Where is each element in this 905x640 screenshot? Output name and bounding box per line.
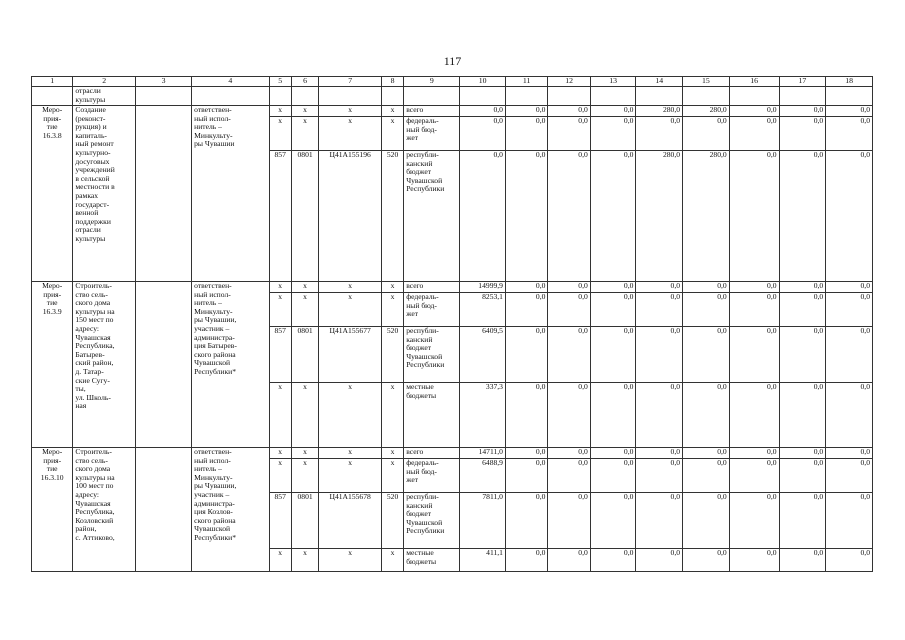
amount-cell: 0,0 bbox=[636, 459, 683, 493]
amount-cell: 0,0 bbox=[505, 282, 547, 293]
amount-cell: 0,0 bbox=[505, 293, 547, 327]
expense-type-code: x bbox=[381, 549, 403, 572]
amount-cell: 14711,0 bbox=[460, 448, 506, 459]
amount-cell: 0,0 bbox=[590, 151, 636, 282]
section-code: 0801 bbox=[291, 151, 319, 282]
grbs-code: x bbox=[269, 293, 291, 327]
target-article-code: x bbox=[319, 293, 382, 327]
amount-cell: 0,0 bbox=[729, 383, 779, 448]
page-number: 117 bbox=[443, 54, 462, 68]
empty-cell bbox=[636, 87, 683, 106]
amount-cell: 0,0 bbox=[729, 151, 779, 282]
column-number: 4 bbox=[192, 77, 269, 87]
target-article-code: x bbox=[319, 448, 382, 459]
amount-cell: 0,0 bbox=[505, 106, 547, 117]
empty-cell bbox=[590, 87, 636, 106]
section-code: x bbox=[291, 549, 319, 572]
amount-cell: 0,0 bbox=[590, 459, 636, 493]
amount-cell: 0,0 bbox=[779, 549, 826, 572]
funding-source: республи- канский бюджет Чувашской Республики bbox=[404, 151, 460, 282]
amount-cell: 0,0 bbox=[505, 459, 547, 493]
column-number: 17 bbox=[779, 77, 826, 87]
section-code: x bbox=[291, 383, 319, 448]
target-article-code: x bbox=[319, 383, 382, 448]
empty-cell bbox=[192, 87, 269, 106]
funding-source: местные бюджеты bbox=[404, 549, 460, 572]
amount-cell: 0,0 bbox=[826, 459, 873, 493]
amount-cell: 0,0 bbox=[779, 493, 826, 549]
amount-cell: 0,0 bbox=[779, 117, 826, 151]
measure-name: Создание (реконст- рукция) и капиталь- ный ремонт культурно- досуговых учреждений в сельской местности в рамках государст- венной поддержки отрасли культуры bbox=[73, 106, 136, 282]
amount-cell: 280,0 bbox=[636, 151, 683, 282]
amount-cell: 0,0 bbox=[729, 293, 779, 327]
column-number: 9 bbox=[404, 77, 460, 87]
column-number: 15 bbox=[683, 77, 730, 87]
empty-cell bbox=[135, 448, 191, 572]
amount-cell: 0,0 bbox=[636, 549, 683, 572]
column-number: 13 bbox=[590, 77, 636, 87]
amount-cell: 0,0 bbox=[636, 327, 683, 383]
amount-cell: 0,0 bbox=[548, 106, 590, 117]
amount-cell: 0,0 bbox=[505, 448, 547, 459]
amount-cell: 0,0 bbox=[548, 151, 590, 282]
amount-cell: 0,0 bbox=[548, 282, 590, 293]
amount-cell: 0,0 bbox=[779, 383, 826, 448]
amount-cell: 0,0 bbox=[548, 549, 590, 572]
amount-cell: 0,0 bbox=[683, 448, 730, 459]
grbs-code: x bbox=[269, 459, 291, 493]
grbs-code: x bbox=[269, 106, 291, 117]
measure-name: Строитель- ство сель- ского дома культуры на 100 мест по адресу: Чувашская Республика, Козловский район, с. Аттиково, bbox=[73, 448, 136, 572]
empty-cell bbox=[826, 87, 873, 106]
grbs-code: x bbox=[269, 282, 291, 293]
amount-cell: 0,0 bbox=[460, 106, 506, 117]
amount-cell: 7811,0 bbox=[460, 493, 506, 549]
amount-cell: 0,0 bbox=[590, 448, 636, 459]
column-number: 14 bbox=[636, 77, 683, 87]
section-code: 0801 bbox=[291, 493, 319, 549]
grbs-code: x bbox=[269, 549, 291, 572]
funding-source: всего bbox=[404, 282, 460, 293]
column-number: 10 bbox=[460, 77, 506, 87]
amount-cell: 0,0 bbox=[826, 282, 873, 293]
amount-cell: 0,0 bbox=[683, 493, 730, 549]
label-cell bbox=[32, 87, 73, 106]
amount-cell: 0,0 bbox=[826, 448, 873, 459]
amount-cell: 0,0 bbox=[636, 448, 683, 459]
amount-cell: 0,0 bbox=[729, 327, 779, 383]
column-number: 16 bbox=[729, 77, 779, 87]
funding-source: федераль- ный бюд- жет bbox=[404, 117, 460, 151]
empty-cell bbox=[548, 87, 590, 106]
amount-cell: 0,0 bbox=[548, 327, 590, 383]
budget-table bbox=[31, 76, 873, 572]
amount-cell: 0,0 bbox=[729, 459, 779, 493]
amount-cell: 0,0 bbox=[548, 493, 590, 549]
amount-cell: 280,0 bbox=[683, 151, 730, 282]
expense-type-code: 520 bbox=[381, 327, 403, 383]
amount-cell: 0,0 bbox=[779, 448, 826, 459]
amount-cell: 0,0 bbox=[590, 282, 636, 293]
target-article-code: Ц41А155196 bbox=[319, 151, 382, 282]
amount-cell: 0,0 bbox=[590, 106, 636, 117]
empty-cell bbox=[381, 87, 403, 106]
empty-cell bbox=[460, 87, 506, 106]
amount-cell: 0,0 bbox=[826, 549, 873, 572]
target-article-code: x bbox=[319, 282, 382, 293]
amount-cell: 0,0 bbox=[548, 448, 590, 459]
amount-cell: 0,0 bbox=[779, 106, 826, 117]
column-number: 3 bbox=[135, 77, 191, 87]
expense-type-code: x bbox=[381, 448, 403, 459]
amount-cell: 0,0 bbox=[636, 383, 683, 448]
target-article-code: Ц41А155678 bbox=[319, 493, 382, 549]
amount-cell: 0,0 bbox=[548, 117, 590, 151]
amount-cell: 0,0 bbox=[636, 117, 683, 151]
amount-cell: 280,0 bbox=[683, 106, 730, 117]
amount-cell: 0,0 bbox=[505, 117, 547, 151]
section-code: x bbox=[291, 282, 319, 293]
amount-cell: 337,3 bbox=[460, 383, 506, 448]
funding-source: всего bbox=[404, 106, 460, 117]
amount-cell: 0,0 bbox=[548, 383, 590, 448]
column-number: 5 bbox=[269, 77, 291, 87]
table-body bbox=[32, 77, 873, 572]
expense-type-code: x bbox=[381, 106, 403, 117]
amount-cell: 0,0 bbox=[636, 282, 683, 293]
amount-cell: 0,0 bbox=[683, 293, 730, 327]
expense-type-code: x bbox=[381, 383, 403, 448]
expense-type-code: x bbox=[381, 293, 403, 327]
expense-type-code: x bbox=[381, 117, 403, 151]
target-article-code: x bbox=[319, 459, 382, 493]
measure-label: Меро- прия- тие 16.3.10 bbox=[32, 448, 73, 572]
responsible-executor: ответствен- ный испол- нитель – Минкульту- ры Чувашии, участник – администра- ция Козлов- ского района Чувашской Республики* bbox=[192, 448, 269, 572]
table-row bbox=[32, 106, 873, 117]
amount-cell: 0,0 bbox=[590, 383, 636, 448]
amount-cell: 0,0 bbox=[779, 327, 826, 383]
amount-cell: 0,0 bbox=[548, 459, 590, 493]
amount-cell: 0,0 bbox=[683, 327, 730, 383]
funding-source: республи- канский бюджет Чувашской Республики bbox=[404, 327, 460, 383]
amount-cell: 0,0 bbox=[729, 106, 779, 117]
amount-cell: 0,0 bbox=[826, 493, 873, 549]
amount-cell: 0,0 bbox=[683, 549, 730, 572]
amount-cell: 0,0 bbox=[505, 151, 547, 282]
column-number: 8 bbox=[381, 77, 403, 87]
amount-cell: 0,0 bbox=[683, 282, 730, 293]
amount-cell: 0,0 bbox=[729, 117, 779, 151]
funding-source: республи- канский бюджет Чувашской Республики bbox=[404, 493, 460, 549]
column-number: 12 bbox=[548, 77, 590, 87]
amount-cell: 0,0 bbox=[683, 459, 730, 493]
table-row bbox=[32, 448, 873, 459]
amount-cell: 6488,9 bbox=[460, 459, 506, 493]
grbs-code: x bbox=[269, 117, 291, 151]
empty-cell bbox=[729, 87, 779, 106]
amount-cell: 0,0 bbox=[779, 282, 826, 293]
amount-cell: 0,0 bbox=[826, 383, 873, 448]
amount-cell: 280,0 bbox=[636, 106, 683, 117]
expense-type-code: x bbox=[381, 459, 403, 493]
table-row bbox=[32, 282, 873, 293]
empty-cell bbox=[291, 87, 319, 106]
empty-cell bbox=[319, 87, 382, 106]
amount-cell: 0,0 bbox=[460, 151, 506, 282]
continuation-row bbox=[32, 87, 873, 106]
empty-cell bbox=[269, 87, 291, 106]
target-article-code: x bbox=[319, 106, 382, 117]
amount-cell: 0,0 bbox=[826, 293, 873, 327]
funding-source: всего bbox=[404, 448, 460, 459]
expense-type-code: 520 bbox=[381, 151, 403, 282]
amount-cell: 0,0 bbox=[505, 327, 547, 383]
empty-cell bbox=[135, 87, 191, 106]
measure-label: Меро- прия- тие 16.3.8 bbox=[32, 106, 73, 282]
funding-source: федераль- ный бюд- жет bbox=[404, 293, 460, 327]
amount-cell: 0,0 bbox=[590, 327, 636, 383]
amount-cell: 0,0 bbox=[826, 151, 873, 282]
amount-cell: 0,0 bbox=[636, 293, 683, 327]
measure-name: отрасли культуры bbox=[73, 87, 136, 106]
section-code: x bbox=[291, 459, 319, 493]
column-number: 6 bbox=[291, 77, 319, 87]
amount-cell: 0,0 bbox=[683, 383, 730, 448]
column-number: 7 bbox=[319, 77, 382, 87]
amount-cell: 0,0 bbox=[460, 117, 506, 151]
amount-cell: 0,0 bbox=[826, 117, 873, 151]
amount-cell: 8253,1 bbox=[460, 293, 506, 327]
target-article-code: x bbox=[319, 549, 382, 572]
target-article-code: x bbox=[319, 117, 382, 151]
amount-cell: 411,1 bbox=[460, 549, 506, 572]
amount-cell: 6409,5 bbox=[460, 327, 506, 383]
grbs-code: x bbox=[269, 383, 291, 448]
empty-cell bbox=[505, 87, 547, 106]
section-code: 0801 bbox=[291, 327, 319, 383]
section-code: x bbox=[291, 106, 319, 117]
amount-cell: 0,0 bbox=[505, 493, 547, 549]
amount-cell: 0,0 bbox=[729, 549, 779, 572]
amount-cell: 0,0 bbox=[729, 493, 779, 549]
responsible-executor: ответствен- ный испол- нитель – Минкульту- ры Чувашии bbox=[192, 106, 269, 282]
empty-cell bbox=[683, 87, 730, 106]
grbs-code: 857 bbox=[269, 151, 291, 282]
expense-type-code: 520 bbox=[381, 493, 403, 549]
amount-cell: 0,0 bbox=[729, 448, 779, 459]
header-row bbox=[32, 77, 873, 87]
grbs-code: 857 bbox=[269, 327, 291, 383]
amount-cell: 0,0 bbox=[779, 459, 826, 493]
amount-cell: 0,0 bbox=[826, 106, 873, 117]
amount-cell: 0,0 bbox=[826, 327, 873, 383]
amount-cell: 0,0 bbox=[548, 293, 590, 327]
funding-source: федераль- ный бюд- жет bbox=[404, 459, 460, 493]
section-code: x bbox=[291, 117, 319, 151]
measure-name: Строитель- ство сель- ского дома культуры на 150 мест по адресу: Чувашская Республика, Батырев- ский район, д. Татар- ские Сугу- ты, ул. Школь- ная bbox=[73, 282, 136, 448]
amount-cell: 0,0 bbox=[590, 293, 636, 327]
empty-cell bbox=[404, 87, 460, 106]
measure-label: Меро- прия- тие 16.3.9 bbox=[32, 282, 73, 448]
column-number: 11 bbox=[505, 77, 547, 87]
section-code: x bbox=[291, 293, 319, 327]
amount-cell: 0,0 bbox=[505, 549, 547, 572]
section-code: x bbox=[291, 448, 319, 459]
empty-cell bbox=[135, 282, 191, 448]
grbs-code: 857 bbox=[269, 493, 291, 549]
funding-source: местные бюджеты bbox=[404, 383, 460, 448]
amount-cell: 0,0 bbox=[505, 383, 547, 448]
column-number: 18 bbox=[826, 77, 873, 87]
empty-cell bbox=[779, 87, 826, 106]
amount-cell: 0,0 bbox=[590, 549, 636, 572]
grbs-code: x bbox=[269, 448, 291, 459]
amount-cell: 0,0 bbox=[779, 151, 826, 282]
column-number: 1 bbox=[32, 77, 73, 87]
amount-cell: 0,0 bbox=[683, 117, 730, 151]
expense-type-code: x bbox=[381, 282, 403, 293]
column-number: 2 bbox=[73, 77, 136, 87]
amount-cell: 0,0 bbox=[729, 282, 779, 293]
amount-cell: 0,0 bbox=[590, 493, 636, 549]
amount-cell: 0,0 bbox=[636, 493, 683, 549]
amount-cell: 14999,9 bbox=[460, 282, 506, 293]
amount-cell: 0,0 bbox=[779, 293, 826, 327]
responsible-executor: ответствен- ный испол- нитель – Минкульту- ры Чувашии, участник – администра- ция Батырев- ского района Чувашской Республики* bbox=[192, 282, 269, 448]
amount-cell: 0,0 bbox=[590, 117, 636, 151]
target-article-code: Ц41А155677 bbox=[319, 327, 382, 383]
empty-cell bbox=[135, 106, 191, 282]
